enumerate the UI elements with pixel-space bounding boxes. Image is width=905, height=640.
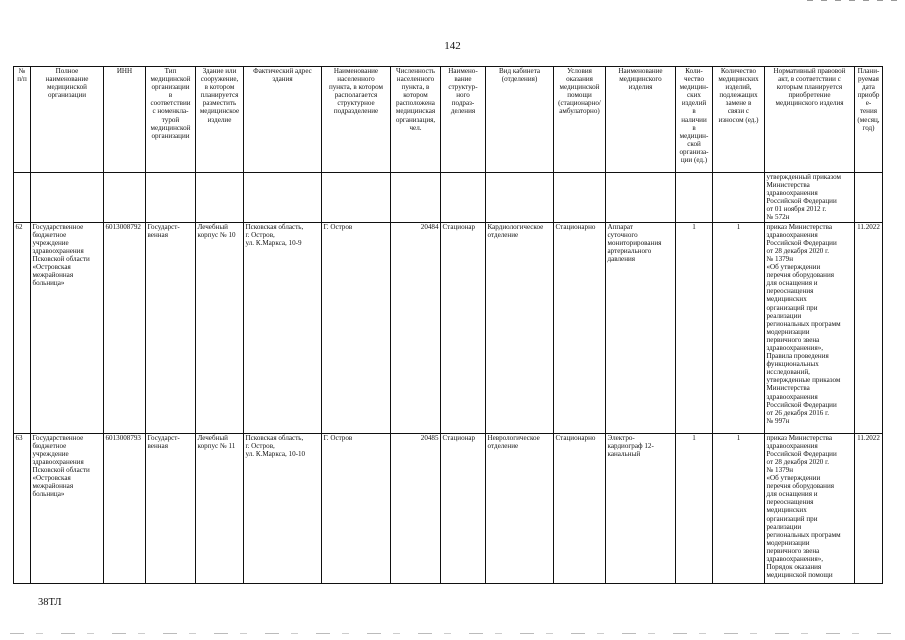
header-cell-number: № п/п	[14, 67, 31, 173]
address-cell: Псковская область, г. Остров, ул. К.Маркса, 10-10	[244, 433, 322, 583]
page-number: 142	[444, 40, 461, 52]
org-type-cell: Государст- венная	[146, 222, 196, 433]
scan-artifact	[807, 0, 897, 1]
header-cell-org-name: Полное наименование медицинской организации	[31, 67, 104, 173]
planned-date-cell: 11.2022	[855, 433, 883, 583]
org-name-cell: Государственное бюджетное учреждение здравоохранения Псковской области «Островская межрайонная больница»	[31, 433, 104, 583]
qty-have-cell: 1	[676, 222, 713, 433]
row-number-cell: 63	[14, 433, 31, 583]
header-cell-address: Фактический адрес здания	[244, 67, 322, 173]
header-cell-qty-have: Коли- чество медицин- ских изделий в наличии в медицин- ской организа- ции (ед.)	[676, 67, 713, 173]
conditions-cell: Стационарно	[554, 222, 606, 433]
cabinet-cell: Неврологическое отделение	[486, 433, 554, 583]
footer-code: 38ТЛ	[38, 597, 62, 608]
table-row	[14, 433, 883, 583]
header-cell-planned-date: Плани- руемая дата приобре- тения (месяц, год)	[855, 67, 883, 173]
header-cell-legal-act: Нормативный правовой акт, в соответствии с которым планируется приобретение медицинского изделия	[765, 67, 855, 173]
inn-cell: 6013008792	[104, 222, 146, 433]
locality-cell: Г. Остров	[322, 222, 391, 433]
qty-replace-cell: 1	[713, 222, 765, 433]
table-row-continuation	[14, 173, 883, 223]
population-cell: 20485	[391, 433, 441, 583]
qty-have-cell: 1	[676, 433, 713, 583]
org-type-cell: Государст- венная	[146, 433, 196, 583]
inn-cell: 6013008793	[104, 433, 146, 583]
device-cell: Аппарат суточного мониторирования артериального давления	[606, 222, 676, 433]
scan-artifact	[10, 633, 895, 634]
header-cell-qty-replace: Количество медицинских изделий, подлежащих замене в связи с износом (ед.)	[713, 67, 765, 173]
org-name-cell: Государственное бюджетное учреждение здравоохранения Псковской области «Островская межрайонная больница»	[31, 222, 104, 433]
header-cell-org-type: Тип медицинской организации в соответствии с номенкла- турой медицинской организации	[146, 67, 196, 173]
legal-act-cell: приказ Министерства здравоохранения Российской Федерации от 28 декабря 2020 г. № 1379н «Об утверждении перечня оборудования для оснащения и переоснащения медицинских организаций при реализации региональных программ модернизации первичного звена здравоохранения», Правила проведения функциональных исследований, утвержденные приказом Министерства здравоохранения Российской Федерации от 26 декабря 2016 г. № 997н	[765, 222, 855, 433]
conditions-cell: Стационарно	[554, 433, 606, 583]
planned-date-cell: 11.2022	[855, 222, 883, 433]
table-header-row	[14, 67, 883, 173]
header-cell-population: Численность населенного пункта, в котором расположена медицинская организация, чел.	[391, 67, 441, 173]
header-cell-device: Наименование медицинского изделия	[606, 67, 676, 173]
unit-cell: Стационар	[441, 433, 486, 583]
header-cell-conditions: Условия оказания медицинской помощи (стационарно/ амбулаторно)	[554, 67, 606, 173]
population-cell: 20484	[391, 222, 441, 433]
device-cell: Электро- кардиограф 12- канальный	[606, 433, 676, 583]
building-cell: Лечебный корпус № 10	[196, 222, 244, 433]
equipment-table	[13, 66, 883, 584]
row-number-cell: 62	[14, 222, 31, 433]
address-cell: Псковская область, г. Остров, ул. К.Маркса, 10-9	[244, 222, 322, 433]
building-cell: Лечебный корпус № 11	[196, 433, 244, 583]
header-cell-inn: ИНН	[104, 67, 146, 173]
header-cell-unit: Наимено- вание структур- ного подраз- деления	[441, 67, 486, 173]
cabinet-cell: Кардиологическое отделение	[486, 222, 554, 433]
header-cell-locality: Наименование населенного пункта, в котором располагается структурное подразделение	[322, 67, 391, 173]
unit-cell: Стационар	[441, 222, 486, 433]
table-row	[14, 222, 883, 433]
locality-cell: Г. Остров	[322, 433, 391, 583]
legal-act-cell: утвержденный приказом Министерства здравоохранения Российской Федерации от 01 ноября 2012 г. № 572н	[765, 173, 855, 223]
header-cell-cabinet: Вид кабинета (отделения)	[486, 67, 554, 173]
legal-act-cell: приказ Министерства здравоохранения Российской Федерации от 28 декабря 2020 г. № 1379н «Об утверждении перечня оборудования для оснащения и переоснащения медицинских организаций при реализации региональных программ модернизации первичного звена здравоохранения», Порядок оказания медицинской помощи	[765, 433, 855, 583]
header-cell-building: Здание или сооружение, в котором планируется разместить медицинское изделие	[196, 67, 244, 173]
qty-replace-cell: 1	[713, 433, 765, 583]
